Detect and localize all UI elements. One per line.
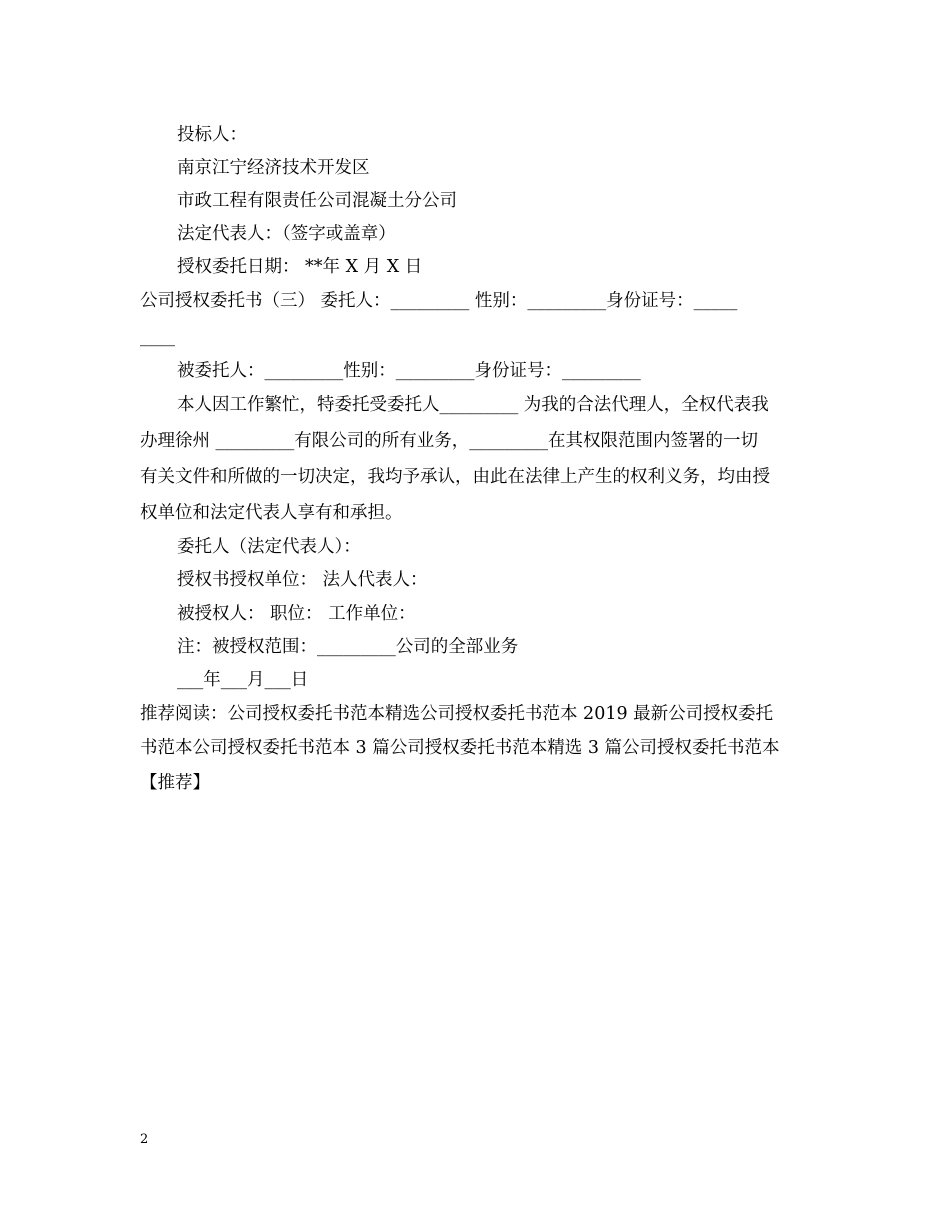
body-paragraph-line-1: 本人因工作繁忙，特委托受委托人_________ 为我的合法代理人，全权代表我 [177, 395, 769, 415]
recommended-reading-line-3: 【推荐】 [140, 773, 210, 793]
authorization-date-line: 授权委托日期： **年 X 月 X 日 [177, 257, 423, 277]
legal-representative-line: 法定代表人：（签字或盖章） [177, 224, 396, 244]
bidder-label: 投标人： [177, 125, 247, 145]
body-paragraph-line-4: 权单位和法定代表人享有和承担。 [140, 503, 403, 523]
body-paragraph-line-3: 有关文件和所做的一切决定，我均予承认，由此在法律上产生的权利义务，均由授 [140, 467, 770, 487]
recommended-reading-line-2: 书范本公司授权委托书范本 3 篇公司授权委托书范本精选 3 篇公司授权委托书范本 [140, 738, 780, 758]
bidder-location: 南京江宁经济技术开发区 [177, 158, 370, 178]
authorized-person-line: 被授权人： 职位： 工作单位： [177, 604, 416, 624]
page-number: 2 [140, 1132, 149, 1147]
recommended-reading-line-1: 推荐阅读：公司授权委托书范本精选公司授权委托书范本 2019 最新公司授权委托 [140, 704, 774, 724]
principal-line: 委托人（法定代表人）： [177, 537, 361, 557]
bidder-company: 市政工程有限责任公司混凝土分公司 [177, 191, 457, 211]
id-number-continuation: ____ [140, 327, 175, 347]
trustee-line: 被委托人：_________性别：_________身份证号：_________ [177, 361, 641, 381]
date-blank-line: ___年___月___日 [177, 670, 309, 690]
section-heading-line: 公司授权委托书（三） 委托人：_________ 性别：_________身份证号：_____ [140, 291, 738, 311]
authorizing-unit-line: 授权书授权单位： 法人代表人： [177, 570, 428, 590]
body-paragraph-line-2: 办理徐州 _________有限公司的所有业务，_________在其权限范围内签署的一切 [140, 431, 759, 451]
scope-note-line: 注：被授权范围：_________公司的全部业务 [177, 637, 519, 657]
